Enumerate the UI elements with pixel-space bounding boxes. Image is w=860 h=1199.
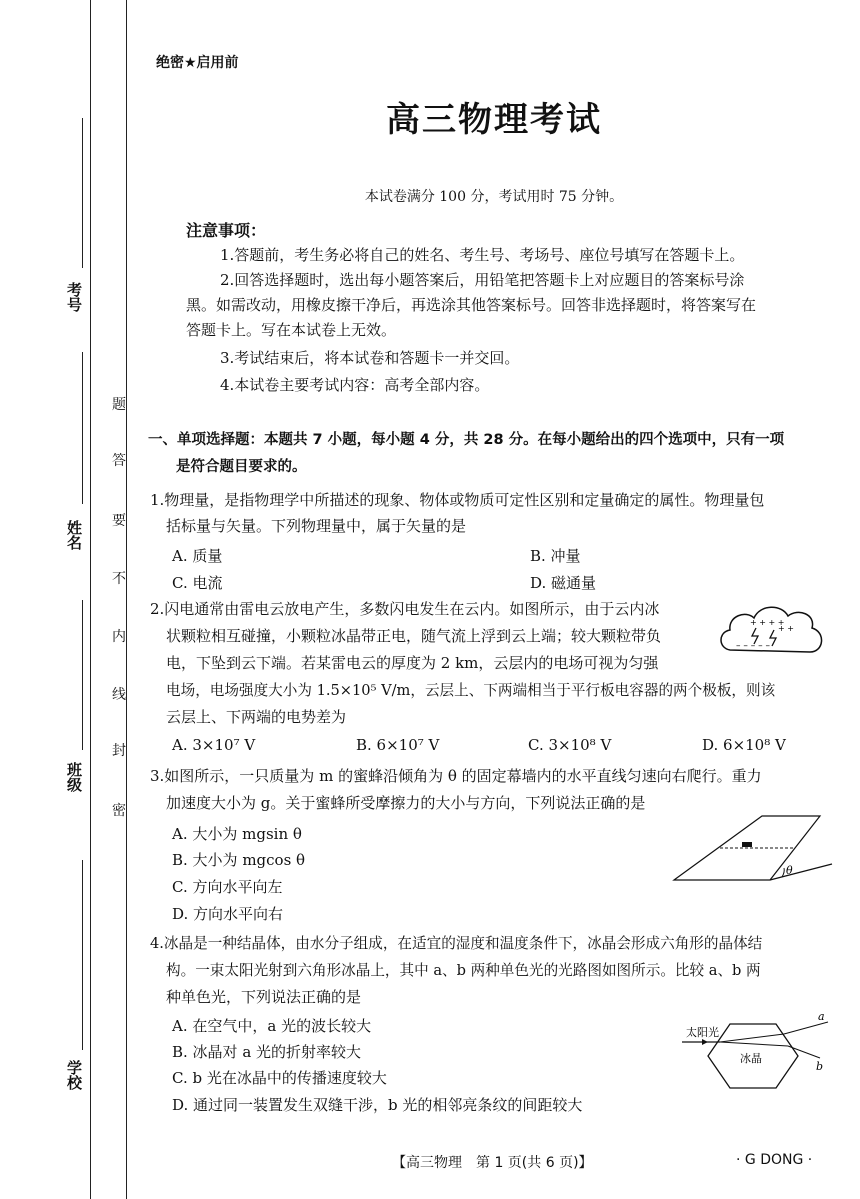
svg-text:+ +: + + xyxy=(778,624,794,633)
secret-label: 绝密★启用前 xyxy=(156,55,239,71)
seal-char-5: 内 xyxy=(112,629,126,645)
seal-char-7: 封 xyxy=(112,743,126,759)
school-blank xyxy=(82,860,83,1050)
page-title: 高三物理考试 xyxy=(386,100,602,140)
q4-option-c: C. b 光在冰晶中的传播速度较大 xyxy=(172,1069,387,1087)
notice-item-2-cont: 黑。如需改动，用橡皮擦干净后，再选涂其他答案标号。回答非选择题时，将答案写在 xyxy=(186,296,757,314)
school-label: 学校 xyxy=(65,1060,83,1090)
section-heading: 一、单项选择题：本题共 7 小题，每小题 4 分，共 28 分。在每小题给出的四个选项中，只有一项 xyxy=(148,432,785,448)
name-blank xyxy=(82,352,83,504)
q1-option-a: A. 质量 xyxy=(172,547,223,565)
margin-line-inner xyxy=(126,0,127,1199)
q2-stem-3: 电，下坠到云下端。若某雷电云的厚度为 2 km，云层内的电场可视为匀强 xyxy=(166,654,659,672)
notice-item-1: 1.答题前，考生务必将自己的姓名、考生号、考场号、座位号填写在答题卡上。 xyxy=(220,246,745,264)
notice-item-4: 4.本试卷主要考试内容：高考全部内容。 xyxy=(220,376,490,394)
q2-option-c: C. 3×10⁸ V xyxy=(528,736,612,754)
notice-item-2-end: 答题卡上。写在本试卷上无效。 xyxy=(186,321,397,339)
brand-mark: · G DONG · xyxy=(736,1152,813,1168)
seal-char-6: 线 xyxy=(112,687,126,703)
notice-item-2: 2.回答选择题时，选出每小题答案后，用铅笔把答题卡上对应题目的答案标号涂 xyxy=(220,271,745,289)
q4-stem-1: 4.冰晶是一种结晶体，由水分子组成，在适宜的湿度和温度条件下，冰晶会形成六角形的晶体结 xyxy=(150,935,763,952)
notice-item-3: 3.考试结束后，将本试卷和答题卡一并交回。 xyxy=(220,349,520,367)
q3-stem-2: 加速度大小为 g。关于蜜蜂所受摩擦力的大小与方向，下列说法正确的是 xyxy=(166,794,646,812)
q3-option-d: D. 方向水平向右 xyxy=(172,905,284,923)
q1-option-b: B. 冲量 xyxy=(530,547,581,565)
ice-label: 冰晶 xyxy=(740,1052,762,1065)
seal-char-2: 答 xyxy=(112,453,126,469)
svg-text:+ + + +: + + + + xyxy=(750,618,785,627)
ray-b-label: b xyxy=(816,1060,824,1073)
q2-stem-2: 状颗粒相互碰撞，小颗粒冰晶带正电，随气流上浮到云上端；较大颗粒带负 xyxy=(166,627,662,645)
q2-stem-4: 电场，电场强度大小为 1.5×10⁵ V/m，云层上、下两端相当于平行板电容器的两个极板，则该 xyxy=(166,682,776,699)
q3-option-c: C. 方向水平向左 xyxy=(172,878,283,896)
seal-char-3: 要 xyxy=(112,513,126,529)
svg-text:– – – – –: – – – – – xyxy=(736,641,770,651)
ray-a-label: a xyxy=(818,1010,825,1023)
class-blank xyxy=(82,600,83,750)
q1-option-c: C. 电流 xyxy=(172,574,223,592)
q3-stem-1: 3.如图所示，一只质量为 m 的蜜蜂沿倾角为 θ 的固定幕墙内的水平直线匀速向右爬行。重力 xyxy=(150,767,762,785)
q1-stem-2: 括标量与矢量。下列物理量中，属于矢量的是 xyxy=(166,517,467,535)
cloud-figure xyxy=(716,598,828,668)
exam-info: 本试卷满分 100 分，考试用时 75 分钟。 xyxy=(364,189,624,205)
section-heading-cont: 是符合题目要求的。 xyxy=(176,459,307,475)
q4-option-a: A. 在空气中，a 光的波长较大 xyxy=(172,1017,372,1035)
q3-option-a: A. 大小为 mgsin θ xyxy=(172,825,302,843)
q4-option-d: D. 通过同一装置发生双缝干涉，b 光的相邻亮条纹的间距较大 xyxy=(172,1096,583,1114)
q4-option-b: B. 冰晶对 a 光的折射率较大 xyxy=(172,1043,362,1061)
incline-wall-figure xyxy=(660,808,836,886)
exam-no-label: 考号 xyxy=(65,282,83,312)
q2-option-a: A. 3×10⁷ V xyxy=(172,736,256,754)
seal-char-8: 密 xyxy=(112,803,126,819)
q4-stem-2: 构。一束太阳光射到六角形冰晶上，其中 a、b 两种单色光的光路图如图所示。比较 a、b 两 xyxy=(166,962,761,979)
page-footer: 【高三物理 第 1 页(共 6 页)】 xyxy=(392,1155,593,1171)
name-label: 姓名 xyxy=(65,520,83,550)
class-label: 班级 xyxy=(65,762,83,792)
q2-stem-5: 云层上、下两端的电势差为 xyxy=(166,708,347,726)
q2-stem-1: 2.闪电通常由雷电云放电产生，多数闪电发生在云内。如图所示，由于云内冰 xyxy=(150,600,660,618)
seal-char-4: 不 xyxy=(112,571,126,587)
ice-crystal-figure xyxy=(680,1008,836,1094)
q3-option-b: B. 大小为 mgcos θ xyxy=(172,851,306,869)
seal-char-1: 题 xyxy=(112,397,126,413)
q2-option-d: D. 6×10⁸ V xyxy=(702,736,786,754)
notice-heading: 注意事项： xyxy=(186,221,267,240)
margin-line-outer xyxy=(90,0,91,1199)
sunlight-label: 太阳光 xyxy=(686,1026,719,1039)
q1-option-d: D. 磁通量 xyxy=(530,574,597,592)
q4-stem-3: 种单色光，下列说法正确的是 xyxy=(166,988,362,1006)
q1-stem-1: 1.物理量，是指物理学中所描述的现象、物体或物质可定性区别和定量确定的属性。物理量包 xyxy=(150,491,765,509)
theta-label: θ xyxy=(786,864,793,877)
q2-option-b: B. 6×10⁷ V xyxy=(356,736,440,754)
